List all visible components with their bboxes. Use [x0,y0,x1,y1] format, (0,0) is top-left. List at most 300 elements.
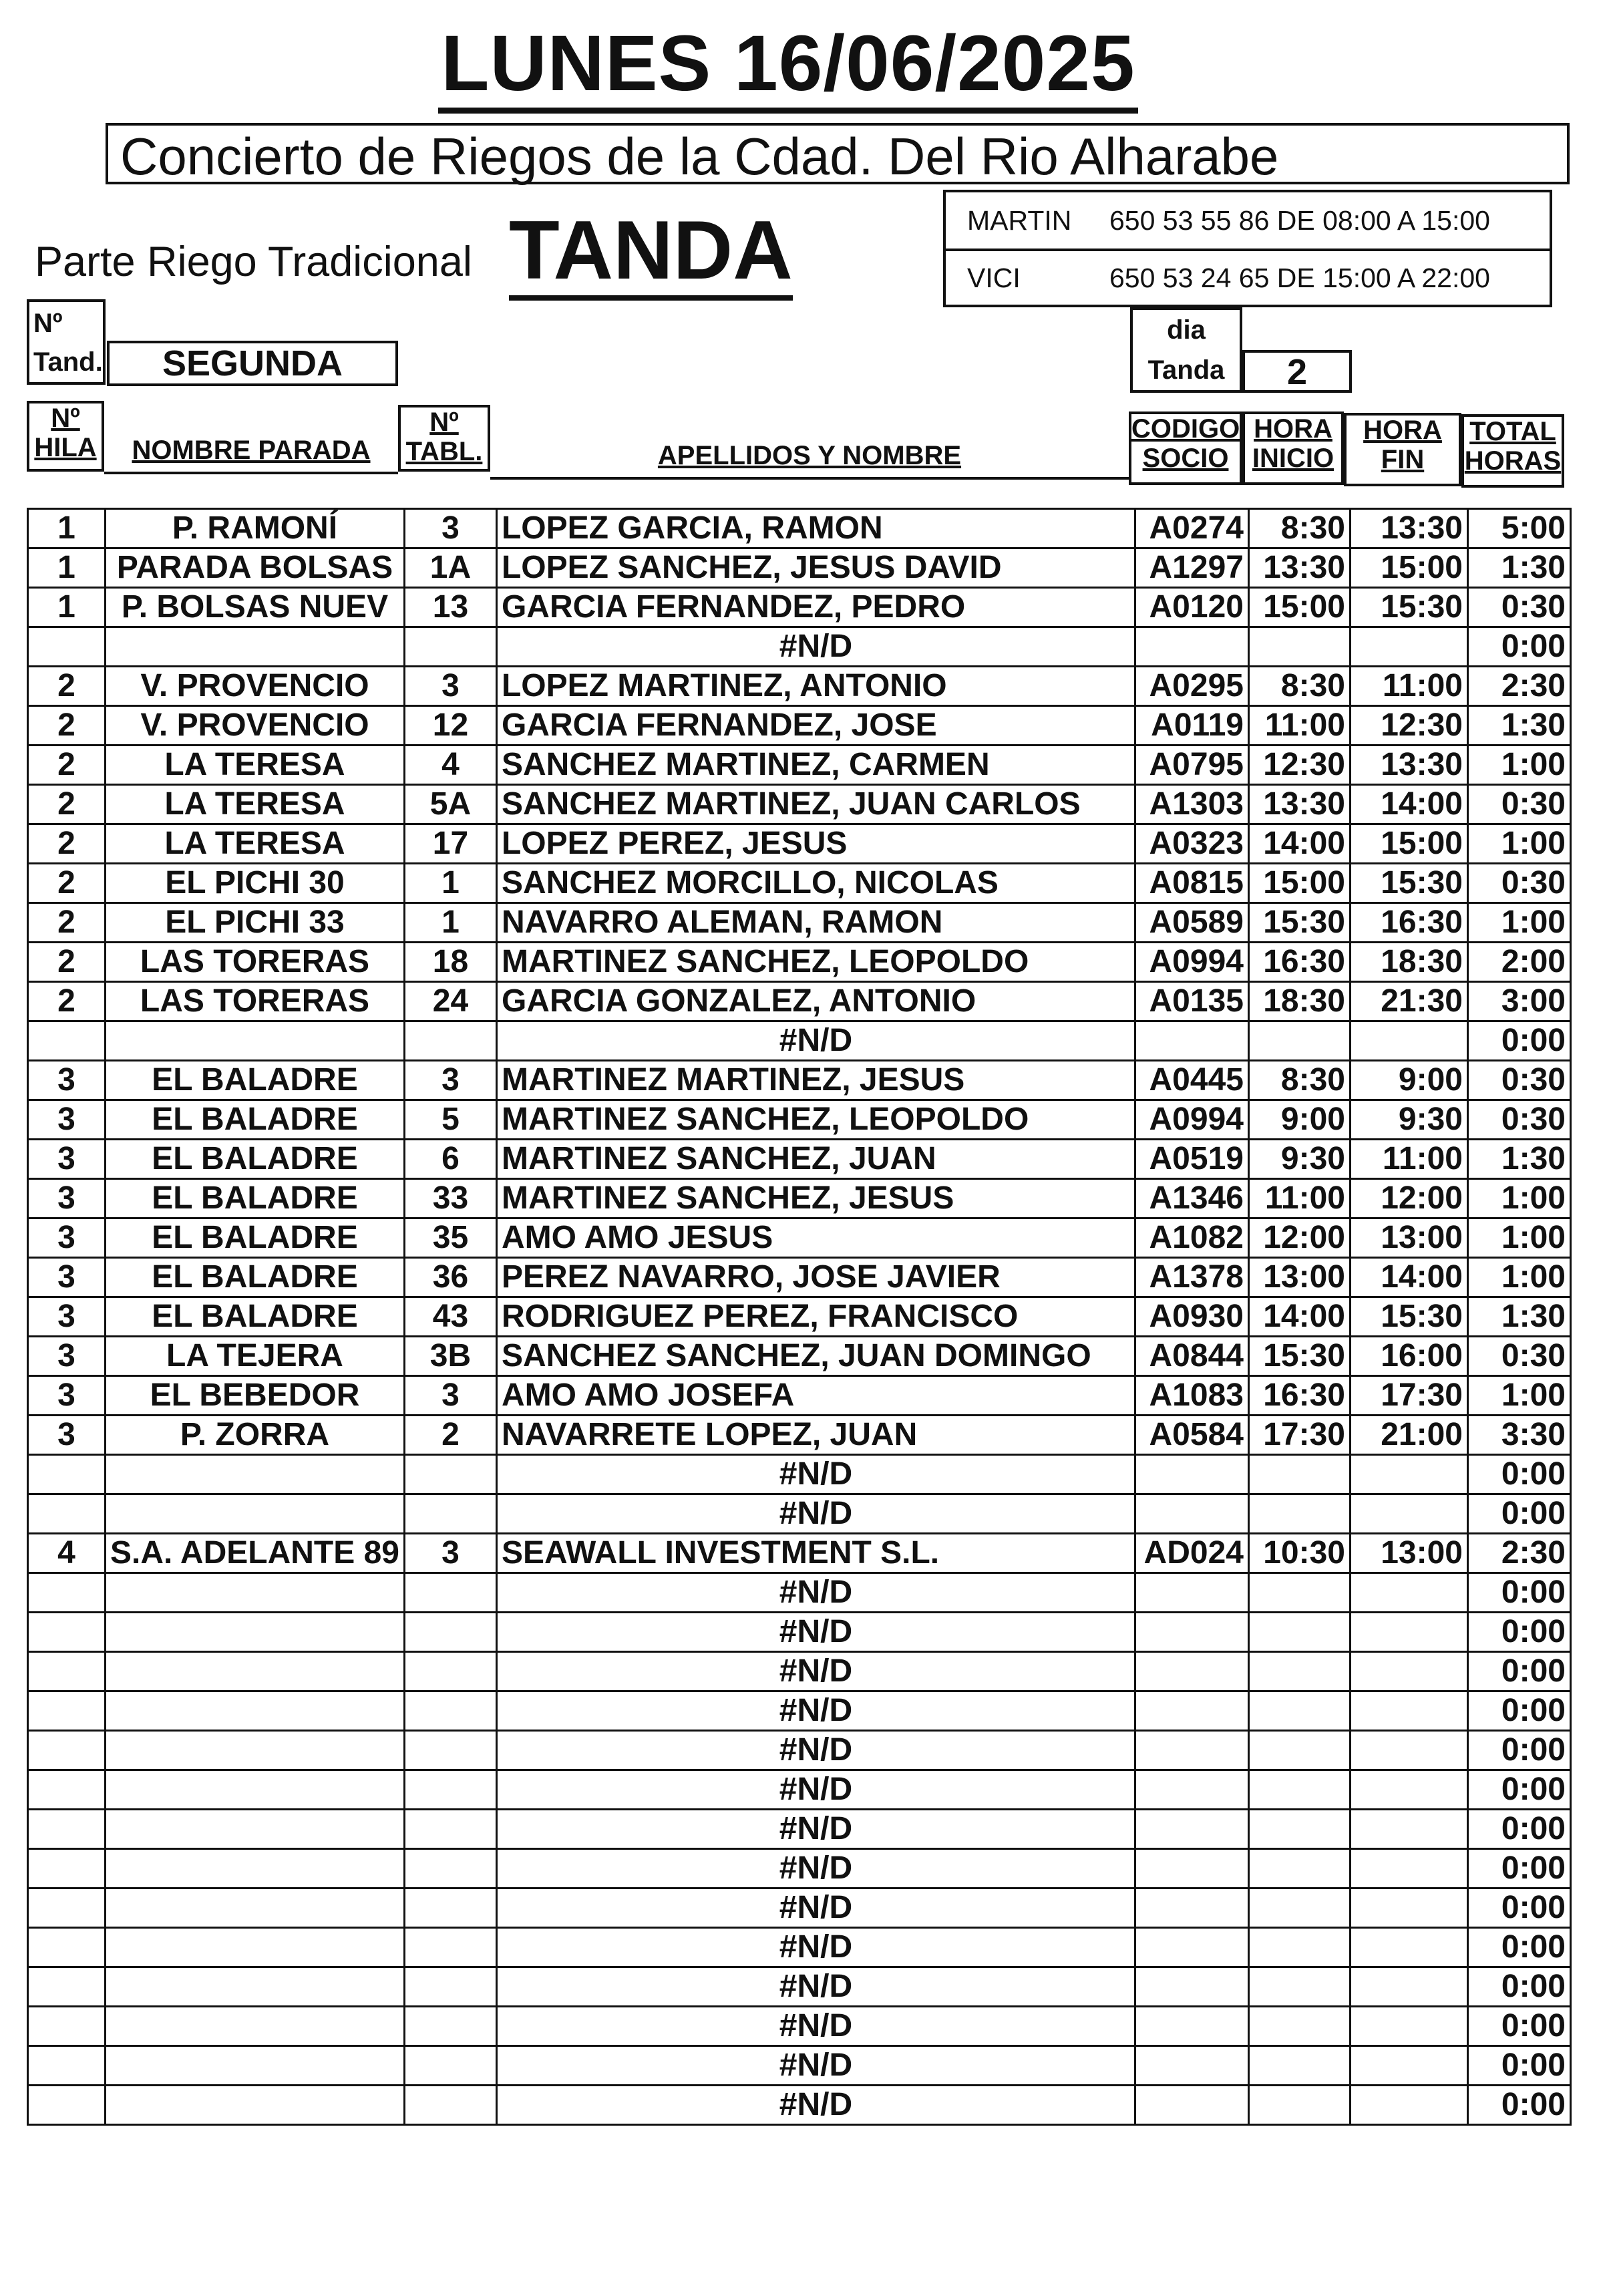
cell-inicio: 9:30 [1248,1140,1350,1179]
cell-tabl [404,2007,496,2046]
cell-total: 3:30 [1467,1416,1570,1455]
cell-codigo [1135,1494,1248,1534]
cell-nombre: GARCIA FERNANDEZ, JOSE [496,706,1135,746]
cell-parada [106,1770,405,1810]
cell-tabl: 1A [404,548,496,588]
cell-codigo: A0994 [1135,1100,1248,1140]
cell-nombre: AMO AMO JESUS [496,1218,1135,1258]
cell-fin [1350,1691,1467,1731]
cell-hila: 3 [28,1376,106,1416]
cell-codigo [1135,1967,1248,2007]
cell-total: 0:00 [1467,1849,1570,1889]
cell-hila: 3 [28,1218,106,1258]
cell-hila [28,1770,106,1810]
header-fin-1: HORA [1363,416,1442,445]
cell-codigo: A0119 [1135,706,1248,746]
table-row [28,1810,1571,1849]
cell-hila [28,2007,106,2046]
cell-hila: 2 [28,982,106,1021]
cell-fin: 21:00 [1350,1416,1467,1455]
table-row [28,509,1571,548]
cell-fin: 9:00 [1350,1061,1467,1100]
cell-codigo [1135,1928,1248,1967]
cell-fin: 21:30 [1350,982,1467,1021]
cell-parada: P. ZORRA [106,1416,405,1455]
cell-fin [1350,1731,1467,1770]
cell-total: 1:00 [1467,1218,1570,1258]
cell-tabl: 4 [404,746,496,785]
table-row [28,903,1571,943]
dia-tanda-value: 2 [1242,350,1352,393]
cell-fin: 11:00 [1350,1140,1467,1179]
cell-total: 0:00 [1467,1691,1570,1731]
cell-codigo: A0445 [1135,1061,1248,1100]
table-row [28,1928,1571,1967]
cell-tabl [404,1967,496,2007]
table-body [28,509,1571,2125]
cell-tabl: 3B [404,1337,496,1376]
table-row [28,1061,1571,1100]
header-total-1: TOTAL [1469,417,1556,446]
cell-total: 0:00 [1467,2007,1570,2046]
cell-fin: 13:00 [1350,1534,1467,1573]
cell-codigo [1135,1573,1248,1613]
cell-parada: LA TERESA [106,785,405,824]
header-tabl-2: TABL. [405,437,483,466]
cell-codigo [1135,1021,1248,1061]
cell-total: 0:00 [1467,1889,1570,1928]
cell-inicio [1248,1691,1350,1731]
cell-tabl: 2 [404,1416,496,1455]
dia-tanda-label-box [1130,307,1242,393]
cell-nombre: #N/D [496,627,1135,667]
cell-nombre: LOPEZ MARTINEZ, ANTONIO [496,667,1135,706]
cell-parada [106,1691,405,1731]
cell-inicio [1248,1455,1350,1494]
cell-codigo: A1297 [1135,548,1248,588]
cell-total: 1:30 [1467,1140,1570,1179]
n-tanda-label-box [27,299,106,385]
cell-hila: 2 [28,943,106,982]
cell-fin: 13:30 [1350,746,1467,785]
irrigation-table [27,508,1572,2126]
table-row [28,2046,1571,2086]
cell-codigo [1135,1770,1248,1810]
contact-info: 650 53 24 65 DE 15:00 A 22:00 [1109,263,1490,293]
cell-inicio: 14:00 [1248,824,1350,864]
cell-nombre: LOPEZ GARCIA, RAMON [496,509,1135,548]
cell-total: 2:30 [1467,667,1570,706]
header-tabl-1: Nº [429,407,459,437]
cell-parada: EL BALADRE [106,1179,405,1218]
cell-parada [106,1652,405,1691]
contact-name: MARTIN [967,205,1072,236]
table-row [28,1967,1571,2007]
cell-hila: 1 [28,588,106,627]
dia-tanda-label-2: Tanda [1147,355,1225,385]
cell-codigo [1135,2007,1248,2046]
cell-tabl [404,627,496,667]
cell-parada [106,1613,405,1652]
cell-hila [28,1889,106,1928]
table-row [28,706,1571,746]
header-codigo [1129,412,1242,485]
cell-nombre: LOPEZ SANCHEZ, JESUS DAVID [496,548,1135,588]
cell-parada: P. RAMONÍ [106,509,405,548]
cell-hila: 3 [28,1061,106,1100]
cell-tabl [404,1613,496,1652]
cell-hila: 3 [28,1337,106,1376]
cell-codigo [1135,1691,1248,1731]
cell-nombre: #N/D [496,1021,1135,1061]
cell-nombre: NAVARRO ALEMAN, RAMON [496,903,1135,943]
cell-nombre: RODRIGUEZ PEREZ, FRANCISCO [496,1297,1135,1337]
cell-tabl: 3 [404,1534,496,1573]
cell-fin [1350,1770,1467,1810]
cell-fin: 15:30 [1350,864,1467,903]
cell-hila [28,1613,106,1652]
cell-inicio [1248,1849,1350,1889]
cell-total: 1:30 [1467,706,1570,746]
cell-codigo: A0519 [1135,1140,1248,1179]
cell-parada [106,1731,405,1770]
cell-nombre: LOPEZ PEREZ, JESUS [496,824,1135,864]
cell-inicio [1248,1573,1350,1613]
cell-fin [1350,1021,1467,1061]
header-total-2: HORAS [1464,446,1562,476]
cell-hila [28,1967,106,2007]
cell-tabl [404,1849,496,1889]
cell-codigo: A1346 [1135,1179,1248,1218]
header-inicio-1: HORA [1254,414,1332,444]
cell-fin: 12:30 [1350,706,1467,746]
cell-tabl: 35 [404,1218,496,1258]
cell-parada [106,2086,405,2125]
cell-nombre: #N/D [496,1889,1135,1928]
cell-parada: EL BALADRE [106,1100,405,1140]
cell-codigo: A0815 [1135,864,1248,903]
cell-parada [106,1967,405,2007]
header-codigo-2: SOCIO [1142,444,1229,473]
cell-hila [28,1731,106,1770]
cell-hila [28,1573,106,1613]
cell-tabl [404,1573,496,1613]
cell-fin: 15:30 [1350,588,1467,627]
cell-total: 0:30 [1467,1061,1570,1100]
cell-nombre: GARCIA FERNANDEZ, PEDRO [496,588,1135,627]
cell-total: 0:00 [1467,2086,1570,2125]
cell-codigo: A0589 [1135,903,1248,943]
table-row [28,1455,1571,1494]
cell-inicio [1248,1021,1350,1061]
cell-inicio: 18:30 [1248,982,1350,1021]
cell-codigo: A0323 [1135,824,1248,864]
cell-hila [28,1810,106,1849]
cell-tabl [404,1021,496,1061]
cell-parada [106,1494,405,1534]
table-row [28,982,1571,1021]
page-title [0,20,1576,107]
cell-total: 3:00 [1467,982,1570,1021]
n-tanda-label-1: Nº [33,309,63,338]
cell-codigo [1135,1652,1248,1691]
cell-hila [28,1021,106,1061]
cell-parada: EL BALADRE [106,1218,405,1258]
cell-hila: 2 [28,785,106,824]
cell-parada: LAS TORERAS [106,943,405,982]
cell-inicio: 11:00 [1248,706,1350,746]
cell-hila [28,2046,106,2086]
cell-tabl [404,1928,496,1967]
header-fin [1344,413,1461,486]
cell-parada: LA TERESA [106,746,405,785]
cell-fin [1350,1928,1467,1967]
cell-nombre: SANCHEZ MORCILLO, NICOLAS [496,864,1135,903]
cell-tabl: 5 [404,1100,496,1140]
cell-tabl [404,1731,496,1770]
table-row [28,864,1571,903]
table-row [28,1337,1571,1376]
cell-hila: 3 [28,1416,106,1455]
cell-fin [1350,2086,1467,2125]
header-nombre [490,441,1129,480]
table-row [28,1258,1571,1297]
cell-parada [106,1573,405,1613]
cell-total: 0:00 [1467,1928,1570,1967]
header-parada [104,436,398,474]
cell-inicio: 13:00 [1248,1258,1350,1297]
cell-nombre: MARTINEZ SANCHEZ, JESUS [496,1179,1135,1218]
cell-total: 1:00 [1467,824,1570,864]
cell-codigo [1135,627,1248,667]
table-row [28,1179,1571,1218]
cell-fin: 14:00 [1350,1258,1467,1297]
header-inicio-2: INICIO [1252,444,1334,473]
cell-hila: 3 [28,1100,106,1140]
cell-total: 0:30 [1467,864,1570,903]
n-tanda-label-2: Tand. [33,347,103,377]
cell-inicio [1248,1967,1350,2007]
parte-label: Parte Riego Tradicional [35,238,472,285]
cell-parada: EL BEBEDOR [106,1376,405,1416]
cell-parada: EL BALADRE [106,1297,405,1337]
cell-codigo: A0584 [1135,1416,1248,1455]
cell-hila: 3 [28,1297,106,1337]
table-row [28,1416,1571,1455]
cell-tabl [404,1652,496,1691]
cell-nombre: #N/D [496,1849,1135,1889]
cell-total: 1:00 [1467,1376,1570,1416]
cell-nombre: GARCIA GONZALEZ, ANTONIO [496,982,1135,1021]
table-row [28,1691,1571,1731]
cell-parada: PARADA BOLSAS [106,548,405,588]
cell-inicio: 10:30 [1248,1534,1350,1573]
cell-fin [1350,1967,1467,2007]
cell-inicio: 8:30 [1248,509,1350,548]
cell-total: 0:00 [1467,1494,1570,1534]
cell-codigo [1135,1810,1248,1849]
cell-hila: 2 [28,746,106,785]
dia-tanda-label-1: dia [1167,315,1206,345]
cell-nombre: #N/D [496,1770,1135,1810]
cell-hila: 3 [28,1140,106,1179]
cell-codigo [1135,1731,1248,1770]
cell-fin [1350,1494,1467,1534]
cell-fin: 12:00 [1350,1179,1467,1218]
cell-tabl [404,2086,496,2125]
cell-tabl: 18 [404,943,496,982]
cell-tabl: 3 [404,509,496,548]
cell-parada: EL PICHI 33 [106,903,405,943]
table-row [28,824,1571,864]
cell-tabl: 1 [404,864,496,903]
cell-codigo [1135,2086,1248,2125]
cell-parada [106,2046,405,2086]
cell-total: 2:00 [1467,943,1570,982]
cell-inicio: 8:30 [1248,1061,1350,1100]
cell-total: 5:00 [1467,509,1570,548]
cell-parada: S.A. ADELANTE 89 [106,1534,405,1573]
table-row [28,667,1571,706]
cell-hila [28,1652,106,1691]
cell-hila: 4 [28,1534,106,1573]
cell-hila [28,627,106,667]
cell-total: 0:00 [1467,1652,1570,1691]
cell-inicio: 15:00 [1248,588,1350,627]
cell-total: 0:00 [1467,1967,1570,2007]
cell-fin: 16:00 [1350,1337,1467,1376]
cell-nombre: #N/D [496,1810,1135,1849]
cell-codigo: A1082 [1135,1218,1248,1258]
table-row [28,1100,1571,1140]
cell-nombre: MARTINEZ MARTINEZ, JESUS [496,1061,1135,1100]
cell-total: 0:00 [1467,1455,1570,1494]
cell-inicio [1248,1731,1350,1770]
cell-fin [1350,1613,1467,1652]
cell-nombre: #N/D [496,1494,1135,1534]
cell-codigo: A0930 [1135,1297,1248,1337]
table-row [28,1849,1571,1889]
cell-parada [106,627,405,667]
table-row [28,627,1571,667]
cell-tabl: 17 [404,824,496,864]
cell-codigo [1135,1613,1248,1652]
table-row [28,1652,1571,1691]
cell-inicio: 15:30 [1248,903,1350,943]
cell-inicio: 17:30 [1248,1416,1350,1455]
cell-hila [28,1849,106,1889]
cell-total: 1:00 [1467,903,1570,943]
table-row [28,2007,1571,2046]
cell-total: 0:30 [1467,1100,1570,1140]
cell-nombre: PEREZ NAVARRO, JOSE JAVIER [496,1258,1135,1297]
cell-fin: 16:30 [1350,903,1467,943]
table-row [28,1731,1571,1770]
cell-hila [28,1455,106,1494]
cell-inicio [1248,1810,1350,1849]
cell-nombre: MARTINEZ SANCHEZ, LEOPOLDO [496,1100,1135,1140]
cell-tabl [404,1770,496,1810]
cell-hila: 2 [28,667,106,706]
cell-inicio: 14:00 [1248,1297,1350,1337]
header-parada-text: NOMBRE PARADA [132,436,371,465]
cell-hila: 2 [28,824,106,864]
header-hila-1: Nº [51,403,80,433]
cell-hila: 2 [28,706,106,746]
cell-codigo: A1083 [1135,1376,1248,1416]
cell-tabl: 3 [404,667,496,706]
cell-codigo: A0844 [1135,1337,1248,1376]
cell-codigo [1135,1849,1248,1889]
table-row [28,548,1571,588]
header-tabl [398,405,490,472]
cell-inicio: 16:30 [1248,1376,1350,1416]
cell-hila [28,1494,106,1534]
cell-tabl: 1 [404,903,496,943]
cell-parada: LA TEJERA [106,1337,405,1376]
cell-nombre: AMO AMO JOSEFA [496,1376,1135,1416]
cell-nombre: #N/D [496,1928,1135,1967]
table-row [28,1573,1571,1613]
cell-parada: EL PICHI 30 [106,864,405,903]
cell-tabl [404,1889,496,1928]
table-row [28,1770,1571,1810]
cell-fin: 15:00 [1350,824,1467,864]
table-row [28,1376,1571,1416]
cell-nombre: #N/D [496,2086,1135,2125]
cell-total: 0:30 [1467,588,1570,627]
cell-nombre: #N/D [496,2046,1135,2086]
header-hila-2: HILA [34,433,97,462]
cell-hila: 3 [28,1258,106,1297]
table-row [28,588,1571,627]
cell-total: 2:30 [1467,1534,1570,1573]
cell-tabl: 3 [404,1061,496,1100]
tanda-label: TANDA [509,207,793,301]
cell-inicio: 12:00 [1248,1218,1350,1258]
cell-hila: 1 [28,548,106,588]
cell-nombre: #N/D [496,1613,1135,1652]
cell-nombre: SEAWALL INVESTMENT S.L. [496,1534,1135,1573]
cell-codigo [1135,1889,1248,1928]
header-codigo-1: CODIGO [1131,414,1240,444]
cell-nombre: NAVARRETE LOPEZ, JUAN [496,1416,1135,1455]
cell-total: 0:00 [1467,1731,1570,1770]
cell-tabl [404,1691,496,1731]
cell-parada [106,1928,405,1967]
table-row [28,1494,1571,1534]
cell-inicio: 15:00 [1248,864,1350,903]
cell-inicio [1248,1652,1350,1691]
cell-nombre: SANCHEZ MARTINEZ, JUAN CARLOS [496,785,1135,824]
cell-inicio: 13:30 [1248,548,1350,588]
cell-tabl: 6 [404,1140,496,1179]
cell-inicio: 11:00 [1248,1179,1350,1218]
cell-tabl [404,2046,496,2086]
cell-fin: 9:30 [1350,1100,1467,1140]
cell-parada: EL BALADRE [106,1258,405,1297]
header-total [1461,414,1564,488]
table-row [28,2086,1571,2125]
cell-inicio: 16:30 [1248,943,1350,982]
cell-total: 0:00 [1467,1613,1570,1652]
cell-total: 1:30 [1467,1297,1570,1337]
header-nombre-text: APELLIDOS Y NOMBRE [657,441,962,470]
cell-codigo: A1378 [1135,1258,1248,1297]
cell-codigo: A1303 [1135,785,1248,824]
cell-parada [106,1810,405,1849]
cell-nombre: #N/D [496,2007,1135,2046]
